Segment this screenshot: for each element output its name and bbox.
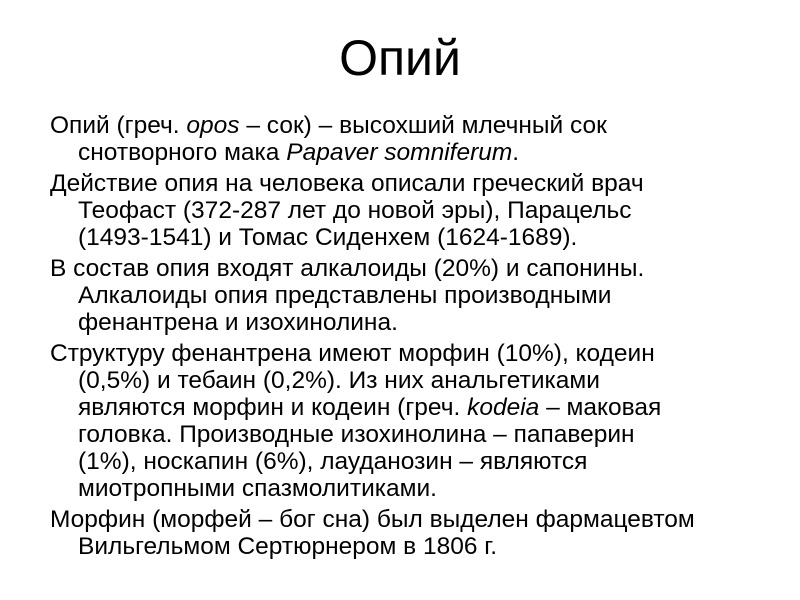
text-line: Действие опия на человека описали греческий врач <box>50 170 644 197</box>
text-line: Морфин (морфей – бог сна) был выделен фармацевтом <box>50 506 695 533</box>
slide-title: Опий <box>339 30 461 86</box>
text-line: являются морфин и кодеин (греч. kodeia – маковая <box>78 394 662 421</box>
text-line: головка. Производные изохинолина – папаверин <box>78 421 635 448</box>
paragraph-history <box>50 170 760 251</box>
greek-term: opos <box>186 112 240 139</box>
text-line: (0,5%) и тебаин (0,2%). Из них анальгетиками <box>78 367 600 394</box>
greek-term: kodeia <box>467 394 540 421</box>
text-line: Алкалоиды опия представлены производными <box>78 282 612 309</box>
text-line: Вильгельмом Сертюрнером в 1806 г. <box>78 533 498 560</box>
text-line: (1%), носкапин (6%), лауданозин – являются <box>78 448 588 475</box>
paragraph-opium-definition <box>50 112 760 166</box>
text-line: Теофаст (372-287 лет до новой эры), Парацельс <box>78 197 632 224</box>
latin-term: Papaver somniferum <box>286 139 513 166</box>
paragraph-composition <box>50 255 760 336</box>
text-line: фенантрена и изохинолина. <box>78 309 398 336</box>
text-line: миотропными спазмолитиками. <box>78 475 437 502</box>
text-line: снотворного мака Papaver somniferum. <box>78 139 520 166</box>
paragraph-morphine <box>50 506 760 560</box>
text-line: (1493-1541) и Томас Сиденхем (1624-1689). <box>78 224 578 251</box>
text-line: Структуру фенантрена имеют морфин (10%), кодеин <box>50 340 655 367</box>
paragraph-structure <box>50 340 760 502</box>
slide-body <box>50 112 760 564</box>
text-line: В состав опия входят алкалоиды (20%) и сапонины. <box>50 255 645 282</box>
text-line: Опий (греч. opos – сок) – высохший млечный сок <box>50 112 607 139</box>
